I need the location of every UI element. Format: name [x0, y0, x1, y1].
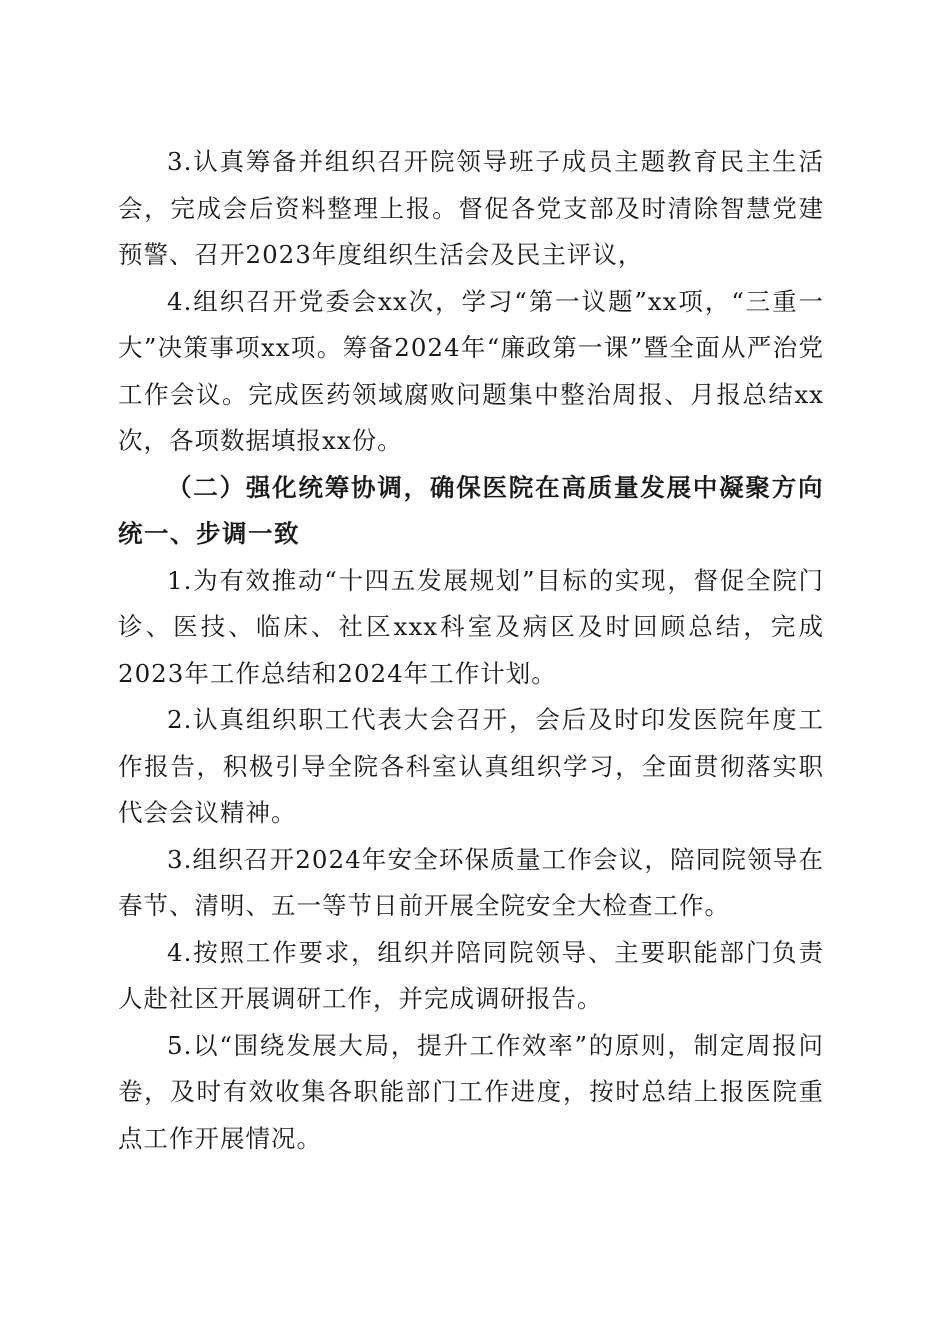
section-heading-2: （二）强化统筹协调，确保医院在高质量发展中凝聚方向统一、步调一致: [118, 472, 824, 548]
paragraph-item-3-safety-meeting: 3.组织召开2024年安全环保质量工作会议，陪同院领导在春节、清明、五一等节日前开展全院安全大检查工作。: [118, 844, 824, 920]
paragraph-item-5-weekly-report: 5.以“围绕发展大局，提升工作效率”的原则，制定周报问卷，及时有效收集各职能部门工作进度，按时总结上报医院重点工作开展情况。: [118, 1030, 824, 1153]
document-body: [118, 139, 824, 1162]
paragraph-item-3-democratic-life-meeting: 3.认真筹备并组织召开院领导班子成员主题教育民主生活会，完成会后资料整理上报。督促各党支部及时清除智慧党建预警、召开2023年度组织生活会及民主评议，: [118, 147, 824, 269]
paragraph-item-4-party-committee: 4.组织召开党委会xx次，学习“第一议题”xx项，“三重一大”决策事项xx项。筹备2024年“廉政第一课”暨全面从严治党工作会议。完成医药领域腐败问题集中整治周报、月报总结xx次，各项数据填报xx份。: [118, 286, 824, 455]
paragraph-item-2-workers-congress: 2.认真组织职工代表大会召开，会后及时印发医院年度工作报告，积极引导全院各科室认真组织学习，全面贯彻落实职代会会议精神。: [118, 705, 824, 827]
paragraph-item-4-community-research: 4.按照工作要求，组织并陪同院领导、主要职能部门负责人赴社区开展调研工作，并完成调研报告。: [118, 937, 824, 1013]
paragraph-item-1-development-plan: 1.为有效推动“十四五发展规划”目标的实现，督促全院门诊、医技、临床、社区xxx科室及病区及时回顾总结，完成2023年工作总结和2024年工作计划。: [118, 565, 824, 688]
